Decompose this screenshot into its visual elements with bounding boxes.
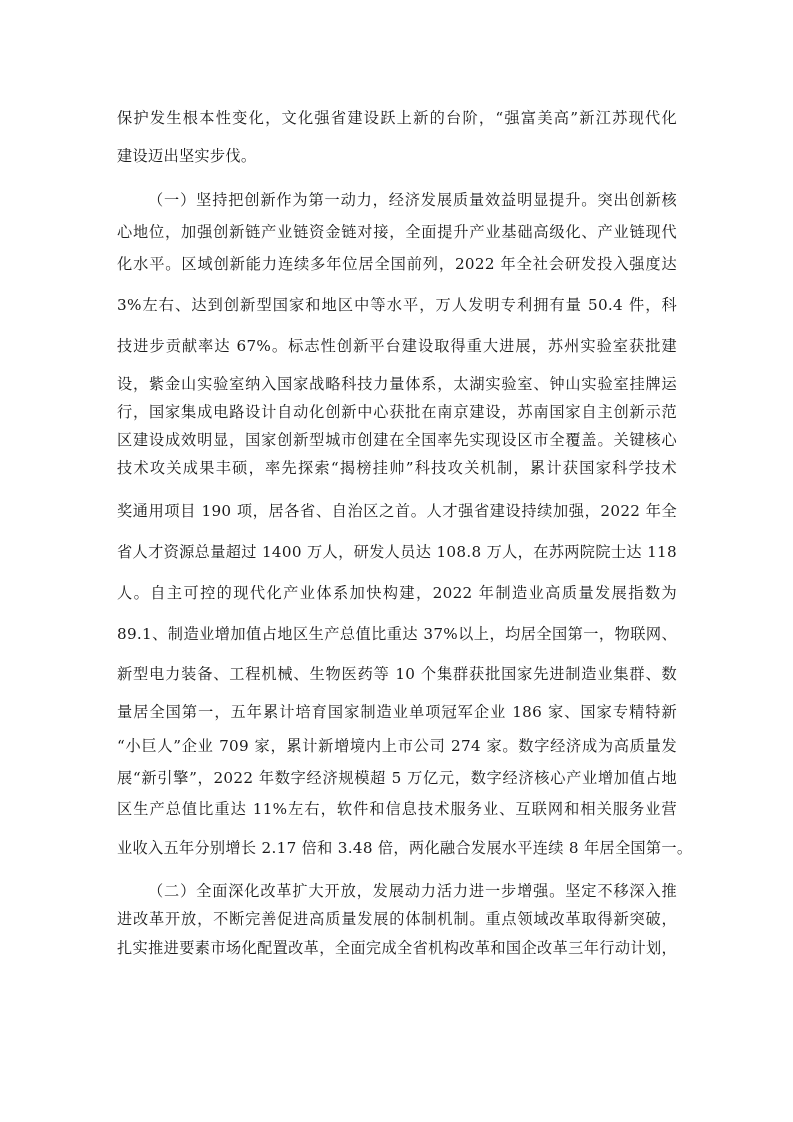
text-line: 3%左右、达到创新型国家和地区中等水平，万人发明专利拥有量 50.4 件，科 (117, 296, 677, 314)
paragraph-2-first-line: （二）全面深化改革扩大开放，发展动力活力进一步增强。坚定不移深入推 (148, 882, 677, 900)
text-line: 人。自主可控的现代化产业体系加快构建，2022 年制造业高质量发展指数为 (117, 584, 677, 602)
text-line: 区生产总值比重达 11%左右，软件和信息技术服务业、互联网和相关服务业营 (117, 800, 677, 818)
text-line: 保护发生根本性变化，文化强省建设跃上新的台阶，“强富美高”新江苏现代化 (117, 109, 677, 127)
text-line: 化水平。区域创新能力连续多年位居全国前列，2022 年全社会研发投入强度达 (117, 255, 677, 273)
text-line: 量居全国第一，五年累计培育国家制造业单项冠军企业 186 家、国家专精特新 (117, 703, 677, 721)
paragraph-1-first-line: （一）坚持把创新作为第一动力，经济发展质量效益明显提升。突出创新核 (148, 191, 677, 209)
text-line: 技进步贡献率达 67%。标志性创新平台建设取得重大进展，苏州实验室获批建 (117, 337, 677, 355)
text-line: 奖通用项目 190 项，居各省、自治区之首。人才强省建设持续加强，2022 年全 (117, 502, 677, 520)
text-line: 行，国家集成电路设计自动化创新中心获批在南京建设，苏南国家自主创新示范 (117, 403, 677, 421)
text-line: 设，紫金山实验室纳入国家战略科技力量体系，太湖实验室、钟山实验室挂牌运 (117, 375, 677, 393)
text-line: 进改革开放，不断完善促进高质量发展的体制机制。重点领域改革取得新突破， (117, 910, 677, 928)
text-line: 新型电力装备、工程机械、生物医药等 10 个集群获批国家先进制造业集群、数 (117, 665, 677, 683)
text-line: “小巨人”企业 709 家，累计新增境内上市公司 274 家。数字经济成为高质量发 (117, 737, 677, 755)
text-line: 业收入五年分别增长 2.17 倍和 3.48 倍，两化融合发展水平连续 8 年居全国第一。 (117, 839, 693, 857)
text-line: 省人才资源总量超过 1400 万人，研发人员达 108.8 万人，在苏两院院士达 118 (117, 543, 677, 561)
text-line: 建设迈出坚实步伐。 (117, 147, 257, 165)
text-line: 技术攻关成果丰硕，率先探索“揭榜挂帅”科技攻关机制，累计获国家科学技术 (117, 459, 677, 477)
text-line: 89.1、制造业增加值占地区生产总值比重达 37%以上，均居全国第一，物联网、 (117, 625, 677, 643)
text-line: 区建设成效明显，国家创新型城市创建在全国率先实现设区市全覆盖。关键核心 (117, 431, 677, 449)
text-line: 心地位，加强创新链产业链资金链对接，全面提升产业基础高级化、产业链现代 (117, 223, 677, 241)
text-line: 展“新引擎”，2022 年数字经济规模超 5 万亿元，数字经济核心产业增加值占地 (117, 769, 677, 787)
text-line: 扎实推进要素市场化配置改革，全面完成全省机构改革和国企改革三年行动计划， (117, 939, 677, 957)
